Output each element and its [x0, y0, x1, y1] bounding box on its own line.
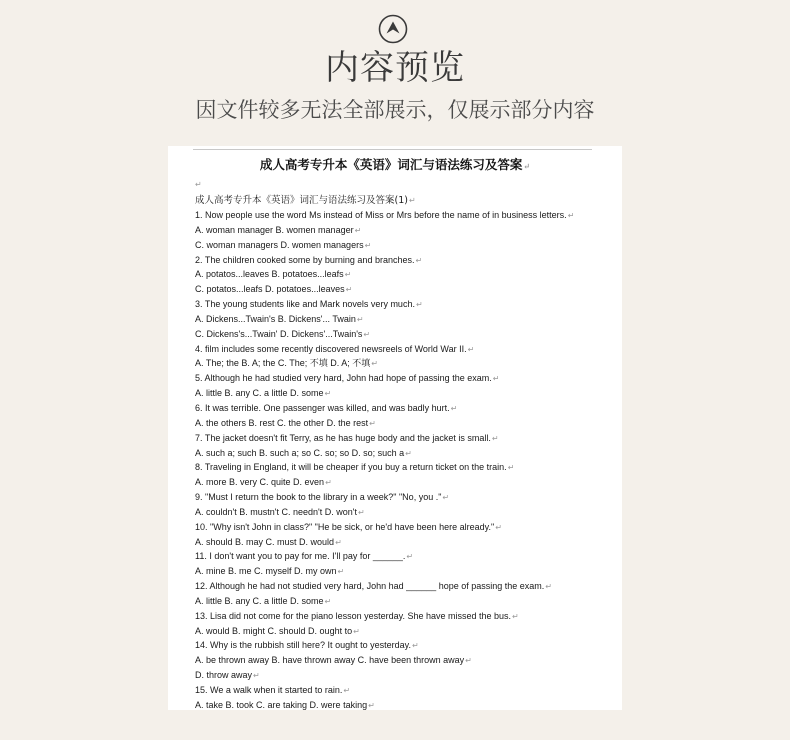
document-line [195, 520, 615, 535]
document-line [195, 371, 615, 386]
paragraph-mark-icon: ↵ [465, 656, 472, 666]
paragraph-mark-icon: ↵ [335, 537, 342, 547]
document-line-text: A. be thrown away B. have thrown away C. have been thrown away [195, 655, 465, 666]
paragraph-mark-icon: ↵ [363, 329, 371, 339]
paragraph-mark-icon: ↵ [345, 285, 353, 295]
question-list [195, 208, 615, 710]
document-line-text: 10. "Why isn't John in class?" "He be sick, or he'd have been here already." [195, 521, 495, 532]
paragraph-mark-icon: ↵ [324, 596, 332, 606]
document-line-text: D. throw away [195, 670, 253, 681]
document-line [195, 267, 615, 282]
document-line-text: A. such a; such B. such a; so C. so; so D. so; such a [195, 447, 405, 458]
paragraph-mark-icon: ↵ [415, 300, 423, 310]
paragraph-mark-icon: ↵ [195, 180, 202, 189]
document-line [195, 446, 615, 461]
document-line [195, 653, 615, 668]
document-line [195, 297, 615, 312]
paragraph-mark-icon: ↵ [344, 270, 352, 280]
paragraph-mark-icon: ↵ [523, 161, 531, 171]
document-line [195, 698, 615, 710]
document-line-text: 3. The young students like and Mark novels very much. [195, 299, 415, 310]
document-line-text: 12. Although he had not studied very hard, John had ______ hope of passing the exam. [195, 581, 545, 592]
paragraph-mark-icon: ↵ [442, 493, 450, 503]
document-line [195, 282, 615, 297]
document-line [195, 594, 615, 609]
document-line-text: 7. The jacket doesn't fit Terry, as he has huge body and the jacket is small. [195, 432, 491, 443]
document-line [195, 416, 615, 431]
paragraph-mark-icon: ↵ [545, 582, 552, 592]
document-line-text: A. little B. any C. a little D. some [195, 595, 324, 606]
paragraph-mark-icon: ↵ [324, 389, 332, 399]
document-line-text: A. The; the B. A; the C. The; 不填 D. A; 不填 [195, 358, 371, 369]
document-line [195, 505, 615, 520]
paragraph-mark-icon: ↵ [364, 240, 372, 250]
paragraph-mark-icon: ↵ [371, 359, 378, 369]
document-line-text: A. Dickens...Twain's B. Dickens'... Twain [195, 313, 356, 324]
document-line-text: 1. Now people use the word Ms instead of Miss or Mrs before the name of in business letters. [195, 210, 567, 220]
document-line-text: A. should B. may C. must D. would [195, 536, 335, 547]
document-title [168, 155, 622, 176]
paragraph-mark-icon: ↵ [467, 344, 475, 354]
document-line [195, 238, 615, 253]
document-line-text: A. potatos...leaves B. potatoes...leafs [195, 269, 344, 280]
document-line [195, 683, 615, 698]
paragraph-mark-icon: ↵ [405, 448, 412, 458]
document-line-text: A. the others B. rest C. the other D. the rest [195, 417, 369, 428]
document-subtitle [195, 194, 416, 208]
document-line-text: 15. We a walk when it started to rain. [195, 685, 343, 695]
document-line [195, 327, 615, 342]
paragraph-mark-icon: ↵ [253, 671, 260, 681]
document-line-text: 6. It was terrible. One passenger was killed, and was badly hurt. [195, 402, 450, 413]
document-line [195, 431, 615, 446]
document-title-text: 成人高考专升本《英语》词汇与语法练习及答案 [259, 157, 523, 172]
paragraph-mark-icon: ↵ [415, 255, 423, 265]
document-line-text: 4. film includes some recently discovered newsreels of World War II. [195, 343, 467, 354]
document-line [195, 223, 615, 238]
paragraph-mark-icon: ↵ [357, 507, 365, 517]
paragraph-mark-icon: ↵ [343, 686, 351, 695]
document-line-text: 8. Traveling in England, it will be cheaper if you buy a return ticket on the train. [195, 462, 507, 473]
paragraph-mark-icon: ↵ [408, 196, 416, 205]
document-line [195, 312, 615, 327]
paragraph-mark-icon: ↵ [356, 314, 364, 324]
document-line [195, 208, 615, 223]
document-subtitle-text: 成人高考专升本《英语》词汇与语法练习及答案(1) [195, 195, 408, 206]
document-line [195, 549, 615, 564]
document-line-text: 5. Although he had studied very hard, John had hope of passing the exam. [195, 373, 492, 384]
paragraph-mark-icon: ↵ [369, 418, 376, 428]
document-line [195, 579, 615, 594]
paragraph-mark-icon: ↵ [368, 700, 375, 710]
document-line-text: A. take B. took C. are taking D. were taking [195, 699, 368, 710]
document-line [195, 535, 615, 550]
document-line [195, 386, 615, 401]
document-line-text: A. woman manager B. women manager [195, 224, 354, 235]
page-divider [193, 149, 592, 150]
document-line-text: 13. Lisa did not come for the piano lesson yesterday. She have missed the bus. [195, 610, 512, 621]
document-line-text: C. woman managers D. women managers [195, 239, 364, 250]
document-preview [168, 146, 622, 710]
document-line-text: 14. Why is the rubbish still here? It ought to yesterday. [195, 640, 411, 651]
document-line [195, 356, 615, 371]
paragraph-mark-icon: ↵ [450, 403, 458, 413]
document-line-text: A. would B. might C. should D. ought to [195, 625, 353, 636]
paragraph-mark-icon: ↵ [567, 211, 575, 220]
paragraph-mark-icon: ↵ [354, 225, 362, 235]
document-line-text: 2. The children cooked some by burning and branches. [195, 254, 415, 265]
paragraph-mark-icon: ↵ [491, 433, 499, 443]
chevron-up-circle-icon [378, 14, 408, 44]
page-title: 内容预览 [325, 48, 465, 88]
paragraph-mark-icon: ↵ [411, 641, 419, 651]
document-line-text: 9. "Must I return the book to the library in a week?" "No, you ." [195, 492, 442, 503]
document-line-text: A. little B. any C. a little D. some [195, 388, 324, 399]
paragraph-mark-icon: ↵ [337, 567, 345, 577]
document-line-text: C. potatos...leafs D. potatoes...leaves [195, 284, 345, 295]
document-line-text: C. Dickens's...Twain' D. Dickens'...Twain's [195, 328, 363, 339]
document-line [195, 624, 615, 639]
page-subtitle: 因文件较多无法全部展示，仅展示部分内容 [195, 98, 595, 122]
paragraph-mark-icon: ↵ [495, 522, 502, 532]
paragraph-mark-icon: ↵ [325, 478, 332, 488]
document-line [195, 401, 615, 416]
document-line [195, 475, 615, 490]
document-line-text: A. more B. very C. quite D. even [195, 477, 325, 488]
document-line [195, 460, 615, 475]
document-line [195, 490, 615, 505]
paragraph-mark-icon: ↵ [512, 611, 519, 621]
paragraph-mark-icon: ↵ [507, 463, 515, 473]
paragraph-mark-icon: ↵ [353, 626, 360, 636]
document-line [195, 342, 615, 357]
document-line [195, 668, 615, 683]
document-line [195, 564, 615, 579]
document-line [195, 609, 615, 624]
document-line-text: 11. I don't want you to pay for me. I'll pay for ______. [195, 551, 406, 562]
paragraph-mark-icon: ↵ [406, 552, 414, 562]
document-line [195, 638, 615, 653]
document-line-text: A. couldn't B. mustn't C. needn't D. won't [195, 506, 357, 517]
document-line-text: A. mine B. me C. myself D. my own [195, 566, 337, 577]
document-line [195, 253, 615, 268]
paragraph-mark-icon: ↵ [492, 374, 500, 384]
